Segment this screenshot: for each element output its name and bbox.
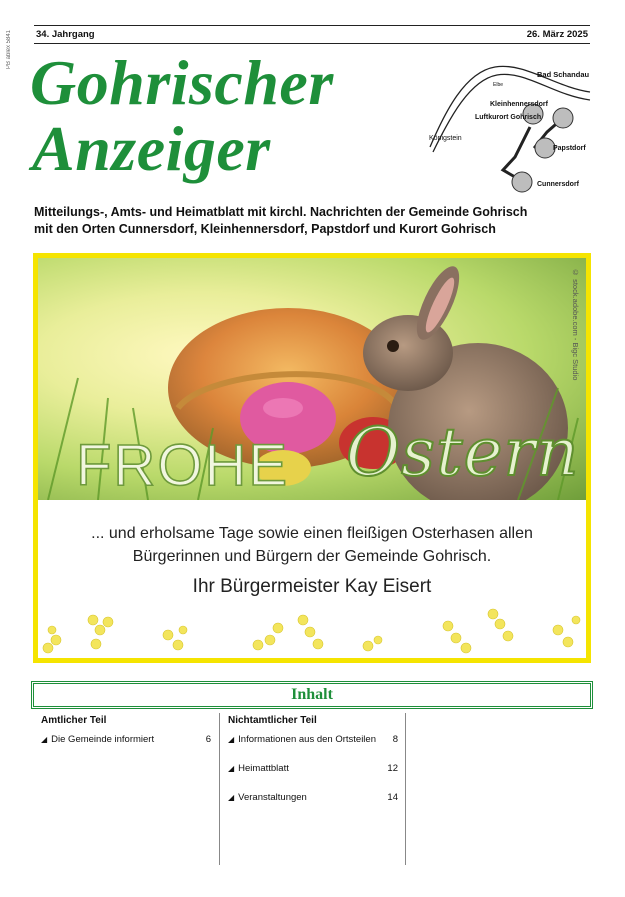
contents-column-unofficial bbox=[228, 715, 398, 865]
contents-heading-unofficial: Nichtamtlicher Teil bbox=[228, 715, 317, 726]
greeting-panel bbox=[38, 258, 586, 658]
contents-divider-2 bbox=[405, 713, 406, 865]
map-label-cunnersdorf: Cunnersdorf bbox=[537, 181, 579, 188]
toc-item-page: 12 bbox=[387, 763, 398, 774]
map-label-bad-schandau: Bad Schandau bbox=[537, 70, 590, 79]
toc-item-label: Veranstaltungen bbox=[238, 792, 307, 803]
masthead-title-line2: Anzeiger bbox=[32, 113, 271, 184]
mimosa-flowers-decoration bbox=[38, 600, 586, 658]
mayor-signature: Ihr Bürgermeister Kay Eisert bbox=[192, 576, 432, 597]
greeting-message-line2: Bürgerinnen und Bürgern der Gemeinde Gohrisch. bbox=[132, 548, 492, 565]
contents-heading-official: Amtlicher Teil bbox=[41, 715, 107, 726]
toc-item[interactable] bbox=[41, 734, 211, 746]
toc-item-label: Informationen aus den Ortsteilen bbox=[238, 734, 376, 745]
map-label-elbe: Elbe bbox=[493, 82, 504, 88]
contents-column-official bbox=[41, 715, 211, 865]
side-note: PB ablex 5841 bbox=[6, 30, 12, 70]
contents-divider-1 bbox=[219, 713, 220, 865]
toc-item-label: Die Gemeinde informiert bbox=[51, 734, 155, 745]
subtitle bbox=[34, 204, 594, 238]
masthead-title-line1: Gohrischer bbox=[30, 47, 334, 118]
toc-item[interactable] bbox=[228, 734, 398, 746]
map-label-luftkurort: Luftkurort Gohrisch bbox=[475, 114, 542, 121]
greeting-message bbox=[38, 522, 586, 568]
map-label-kleinhennersdorf: Kleinhennersdorf bbox=[490, 101, 548, 108]
header-bar bbox=[34, 25, 590, 44]
subtitle-line1: Mitteilungs-, Amts- und Heimatblatt mit kirchl. Nachrichten der Gemeinde Gohrisch bbox=[34, 205, 528, 219]
easter-greeting-card bbox=[33, 253, 591, 663]
toc-item-label: Heimattblatt bbox=[238, 763, 289, 774]
contents-title: Inhalt bbox=[291, 686, 333, 703]
toc-item-page: 6 bbox=[205, 734, 211, 745]
flowers-graphic bbox=[38, 600, 586, 658]
toc-item-page: 14 bbox=[387, 792, 398, 803]
bullet-icon: ◢ bbox=[228, 793, 235, 802]
greeting-ostern: Ostern bbox=[346, 414, 580, 491]
toc-item[interactable] bbox=[228, 763, 398, 775]
masthead bbox=[30, 47, 450, 200]
map-label-papstdorf: Papstdorf bbox=[553, 145, 586, 152]
map-label-koenigstein: Königstein bbox=[429, 135, 462, 142]
issue-date: 26. März 2025 bbox=[526, 29, 588, 40]
contents-header bbox=[33, 683, 591, 707]
toc-item[interactable] bbox=[228, 792, 398, 804]
toc-item-page: 8 bbox=[392, 734, 398, 745]
greeting-message-line1: ... und erholsame Tage sowie einen fleißigen Osterhasen allen bbox=[91, 525, 533, 542]
greeting-frohe: FROHE bbox=[76, 433, 289, 498]
bullet-icon: ◢ bbox=[228, 764, 235, 773]
region-map bbox=[425, 52, 595, 200]
bullet-icon: ◢ bbox=[228, 735, 235, 744]
bullet-icon: ◢ bbox=[41, 735, 48, 744]
photo-credit: © stock.adobe.com - Bigc Studio bbox=[571, 268, 580, 381]
subtitle-line2: mit den Orten Cunnersdorf, Kleinhennersdorf, Papstdorf und Kurort Gohrisch bbox=[34, 222, 496, 236]
volume-label: 34. Jahrgang bbox=[36, 29, 95, 40]
